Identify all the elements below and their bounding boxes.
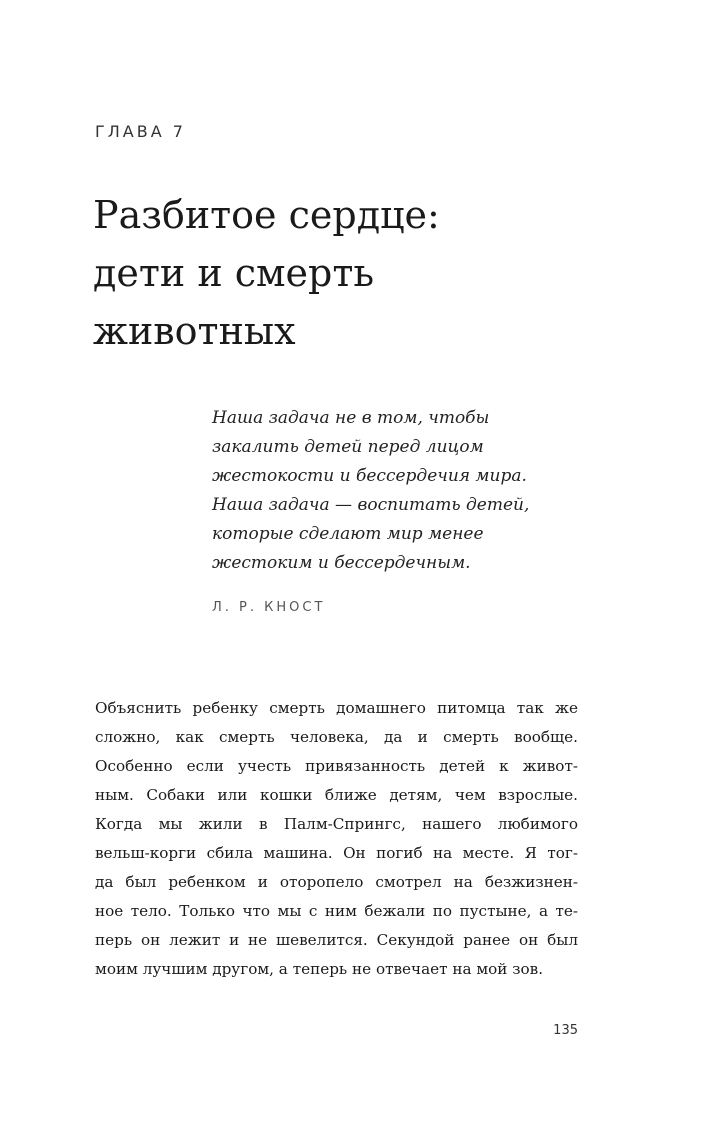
body-line: моим лучшим другом, а теперь не отвечает на мой зов. [95, 960, 544, 978]
body-line: ное тело. Только что мы с ним бежали по пустыне, а те- [95, 902, 578, 920]
epigraph-author: Л. Р. КНОСТ [212, 600, 326, 615]
body-line: вельш-корги сбила машина. Он погиб на месте. Я тог- [95, 844, 578, 862]
epigraph-line: закалить детей перед лицом [212, 437, 484, 457]
page-number: 135 [553, 1023, 578, 1038]
epigraph-quote [212, 404, 632, 578]
epigraph-line: которые сделают мир менее [212, 524, 484, 544]
chapter-title [93, 186, 653, 360]
chapter-title-line: дети и смерть [93, 251, 375, 295]
body-line: сложно, как смерть человека, да и смерть вообще. [95, 728, 578, 746]
body-line: Объяснить ребенку смерть домашнего питомца так же [95, 699, 578, 717]
epigraph-line: жестокости и бессердечия мира. [212, 466, 527, 486]
epigraph-line: Наша задача не в том, чтобы [212, 408, 490, 428]
chapter-title-line: Разбитое сердце: [93, 193, 440, 237]
epigraph [212, 404, 632, 615]
chapter-label: ГЛАВА 7 [95, 122, 186, 141]
chapter-title-line: животных [93, 309, 296, 353]
body-line: ным. Собаки или кошки ближе детям, чем взрослые. [95, 786, 578, 804]
epigraph-line: жестоким и бессердечным. [212, 553, 471, 573]
epigraph-line: Наша задача — воспитать детей, [212, 495, 530, 515]
body-paragraph [95, 694, 578, 984]
body-line: да был ребенком и оторопело смотрел на безжизнен- [95, 873, 578, 891]
body-line: перь он лежит и не шевелится. Секундой ранее он был [95, 931, 578, 949]
body-line: Особенно если учесть привязанность детей к живот- [95, 757, 578, 775]
body-line: Когда мы жили в Палм-Спрингс, нашего любимого [95, 815, 578, 833]
